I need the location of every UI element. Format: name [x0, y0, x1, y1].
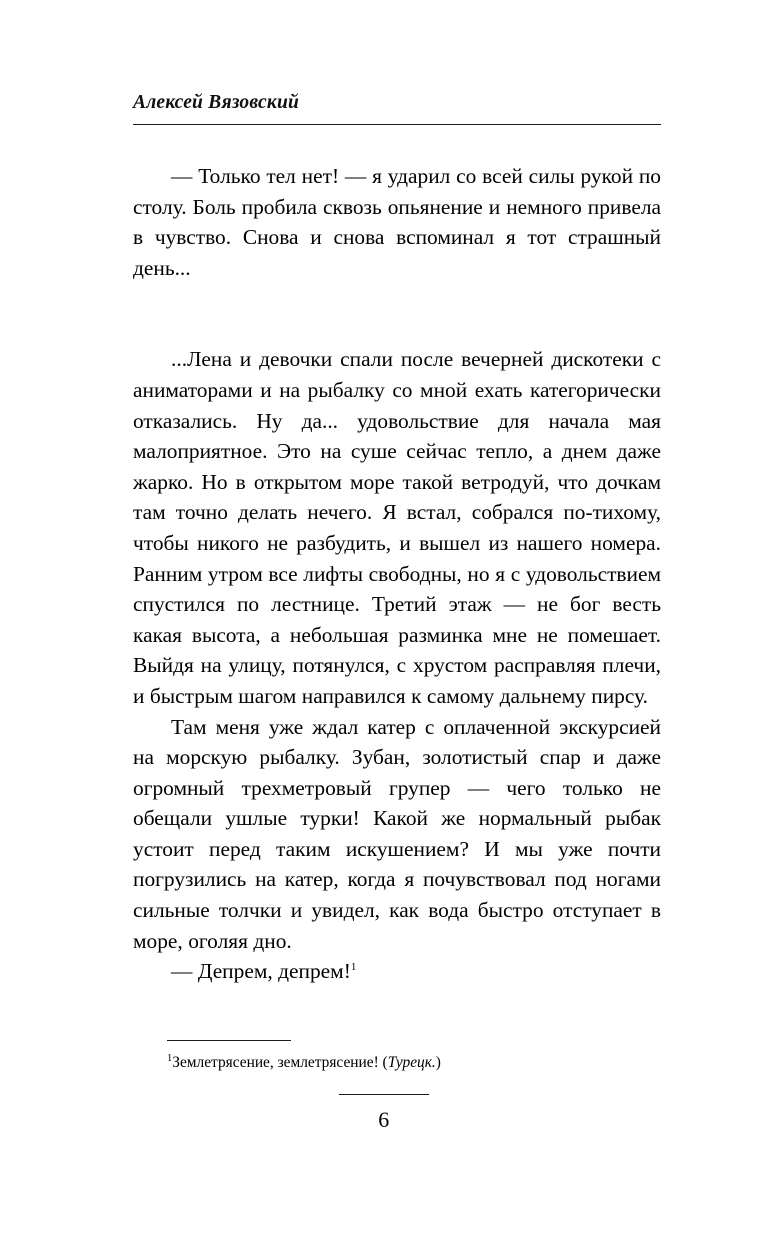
footnote-marker: 1	[167, 1052, 173, 1064]
paragraph-spacer	[133, 283, 661, 344]
running-head-author: Алексей Вязовский	[133, 92, 300, 113]
footnote-area	[133, 1040, 661, 1073]
paragraph-4-text: — Депрем, депрем!	[171, 959, 351, 984]
folio-divider	[339, 1094, 429, 1095]
footnote-tail: )	[435, 1054, 441, 1071]
page-content	[133, 92, 661, 987]
footnote-divider	[167, 1040, 291, 1041]
footnote-text: Землетрясение, землетрясение! (	[172, 1054, 388, 1071]
paragraph-2: ...Лена и девочки спали после вечерней дискотеки с аниматорами и на рыбалку со мной ехать категорически отказались. Ну да... удовольствие для начала мая малоприятное. Это на суше сейчас тепло, а днем даже жарко. Но в открытом море такой ветродуй, что дочкам там точно делать нечего. Я встал, собрался по-тихому, чтобы никого не разбудить, и вышел из нашего номера. Ранним утром все лифты свободны, но я с удовольствием спустился по лестнице. Третий этаж — не бог весть какая высота, а небольшая разминка мне не помешает. Выйдя на улицу, потянулся, с хрустом расправляя плечи, и быстрым шагом направился к самому дальнему пирсу.	[133, 347, 661, 708]
paragraph-1: — Только тел нет! — я ударил со всей силы рукой по столу. Боль пробила сквозь опьянение и немного привела в чувство. Снова и снова вспоминал я тот страшный день...	[133, 164, 661, 280]
page-number-area	[0, 1094, 768, 1133]
footnote-reference-1[interactable]: 1	[350, 961, 357, 974]
paragraph-3: Там меня уже ждал катер с оплаченной экскурсией на морскую рыбалку. Зубан, золотистый спар и даже огромный трехметровый групер — чего только не обещали ушлые турки! Какой же нормальный рыбак устоит перед таким искушением? И мы уже почти погрузились на катер, когда я почувствовал под ногами сильные толчки и увидел, как вода быстро отступает в море, оголяя дно.	[133, 714, 661, 953]
page-number: 6	[378, 1107, 390, 1132]
footnote-source: Турецк.	[387, 1054, 436, 1071]
header-divider	[133, 124, 661, 125]
footnote-1	[133, 1052, 661, 1073]
body-text	[133, 161, 661, 987]
paragraph-4	[133, 956, 661, 987]
